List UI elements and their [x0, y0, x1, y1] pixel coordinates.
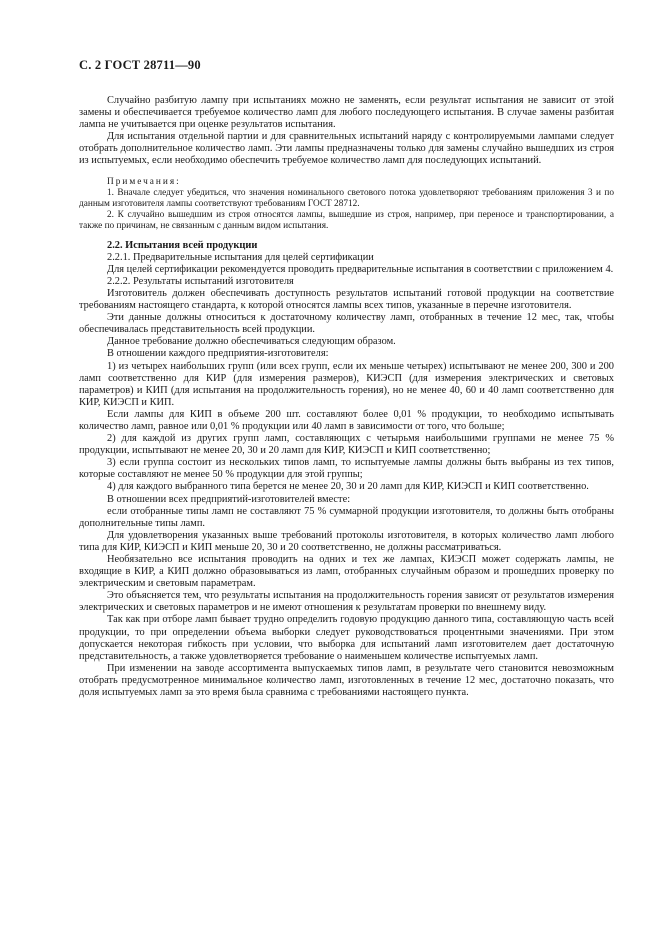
- list-item: 1) из четырех наибольших групп (или всех групп, если их меньше четырех) испытывают не менее 200, 300 и 200 ламп соответственно для КИР (для измерения размеров), КИЭСП (для измерения электрических и световых параметров) и КИП (для испытания на продолжительность горения), но не менее 40, 60 и 40 ламп соответственно для КИР, КИЭСП и КИП.: [79, 360, 614, 408]
- note-item: 2. К случайно вышедшим из строя относятся лампы, вышедшие из строя, например, при переносе и транспортировании, а также по причинам, не связанным с данным видом испытания.: [79, 209, 614, 231]
- page-header: С. 2 ГОСТ 28711—90: [79, 58, 201, 72]
- paragraph: если отобранные типы ламп не составляют 75 % суммарной продукции изготовителя, то должны быть отобраны дополнительные типы ламп.: [79, 505, 614, 529]
- paragraph: При изменении на заводе ассортимента выпускаемых типов ламп, в результате чего становится невозможным отобрать предусмотренное минимальное количество ламп, изготовленных в течение 12 мес, достаточно показать, что доля испытуемых ламп за это время была сравнима с требованиями настоящего пункта.: [79, 662, 614, 699]
- paragraph: Если лампы для КИП в объеме 200 шт. составляют более 0,01 % продукции, то необходимо испытывать количество ламп, равное или 0,01 % продукции или 40 ламп в зависимости от того, что больше;: [79, 408, 614, 432]
- section-heading: 2.2. Испытания всей продукции: [107, 239, 258, 251]
- paragraph: Для удовлетворения указанных выше требований протоколы изготовителя, в которых количество ламп любого типа для КИР, КИЭСП и КИП меньше 20, 30 и 20 соответственно, не должны рассматриваться.: [79, 529, 614, 553]
- paragraph: Для испытания отдельной партии и для сравнительных испытаний наряду с контролируемыми лампами следует отобрать дополнительное количество ламп. Эти лампы предназначены только для замены случайно вышедших из строя из испытуемых, если необходимо обеспечить требуемое количество ламп для последующих испытаний.: [79, 131, 614, 167]
- paragraph: Необязательно все испытания проводить на одних и тех же лампах, КИЭСП может содержать лампы, не входящие в КИР, а КИП должно образовываться из ламп, отобранных случайным образом и прошедших проверку по электрическим и световым параметрам.: [79, 554, 614, 590]
- paragraph: В отношении всех предприятий-изготовителей вместе:: [107, 493, 351, 505]
- paragraph: Случайно разбитую лампу при испытаниях можно не заменять, если результат испытания не зависит от этой замены и обеспечивается требуемое количество ламп для любого последующего испытания. В случае замены разбитая лампа не учитывается при оценке результатов испытания.: [79, 95, 614, 131]
- paragraph: Это объясняется тем, что результаты испытания на продолжительность горения зависят от результатов измерения электрических и световых параметров и не имеют отношения к результатам проверки по внешнему виду.: [79, 590, 614, 614]
- paragraph: Эти данные должны относиться к достаточному количеству ламп, отобранных в течение 12 мес, так, чтобы обеспечивалась представительность всей продукции.: [79, 312, 614, 336]
- paragraph: Для целей сертификации рекомендуется проводить предварительные испытания в соответствии с приложением 4.: [107, 263, 614, 275]
- paragraph: Данное требование должно обеспечиваться следующим образом.: [107, 336, 396, 348]
- paragraph: Изготовитель должен обеспечивать доступность результатов испытаний готовой продукции на соответствие требованиям настоящего стандарта, к которой относятся лампы всех типов, указанные в перечне изготовителя.: [79, 287, 614, 312]
- notes-title: Примечания:: [107, 176, 181, 187]
- list-item: 2) для каждой из других групп ламп, составляющих с четырьмя наибольшими группами не менее 75 % продукции, испытывают не менее 20, 30 и 20 ламп для КИР, КИЭСП и КИП соответственно;: [79, 433, 614, 457]
- document-body: [79, 95, 614, 699]
- list-item: 3) если группа состоит из нескольких типов ламп, то испытуемые лампы должны быть выбраны из тех типов, которые составляют не менее 50 % продукции для этой группы;: [79, 457, 614, 481]
- paragraph: Так как при отборе ламп бывает трудно определить годовую продукцию данного типа, составляющую часть всей продукции, то при определении объема выборки следует руководствоваться процентными значениями. При этом допускается некоторая гибкость при условии, что выборка для испытаний ламп изготовителем дает достаточную представительность, а также удовлетворяется требование о наименьшем количестве испытуемых ламп.: [79, 614, 614, 662]
- subsection-title: 2.2.2. Результаты испытаний изготовителя: [107, 275, 294, 287]
- note-item: 1. Вначале следует убедиться, что значения номинального светового потока удовлетворяют требованиям приложения 3 и по данным изготовителя лампы соответствуют требованиям ГОСТ 28712.: [79, 187, 614, 209]
- subsection-title: 2.2.1. Предварительные испытания для целей сертификации: [107, 251, 374, 263]
- paragraph: В отношении каждого предприятия-изготовителя:: [107, 348, 329, 360]
- list-item: 4) для каждого выбранного типа берется не менее 20, 30 и 20 ламп для КИР, КИЭСП и КИП соответственно.: [107, 481, 589, 493]
